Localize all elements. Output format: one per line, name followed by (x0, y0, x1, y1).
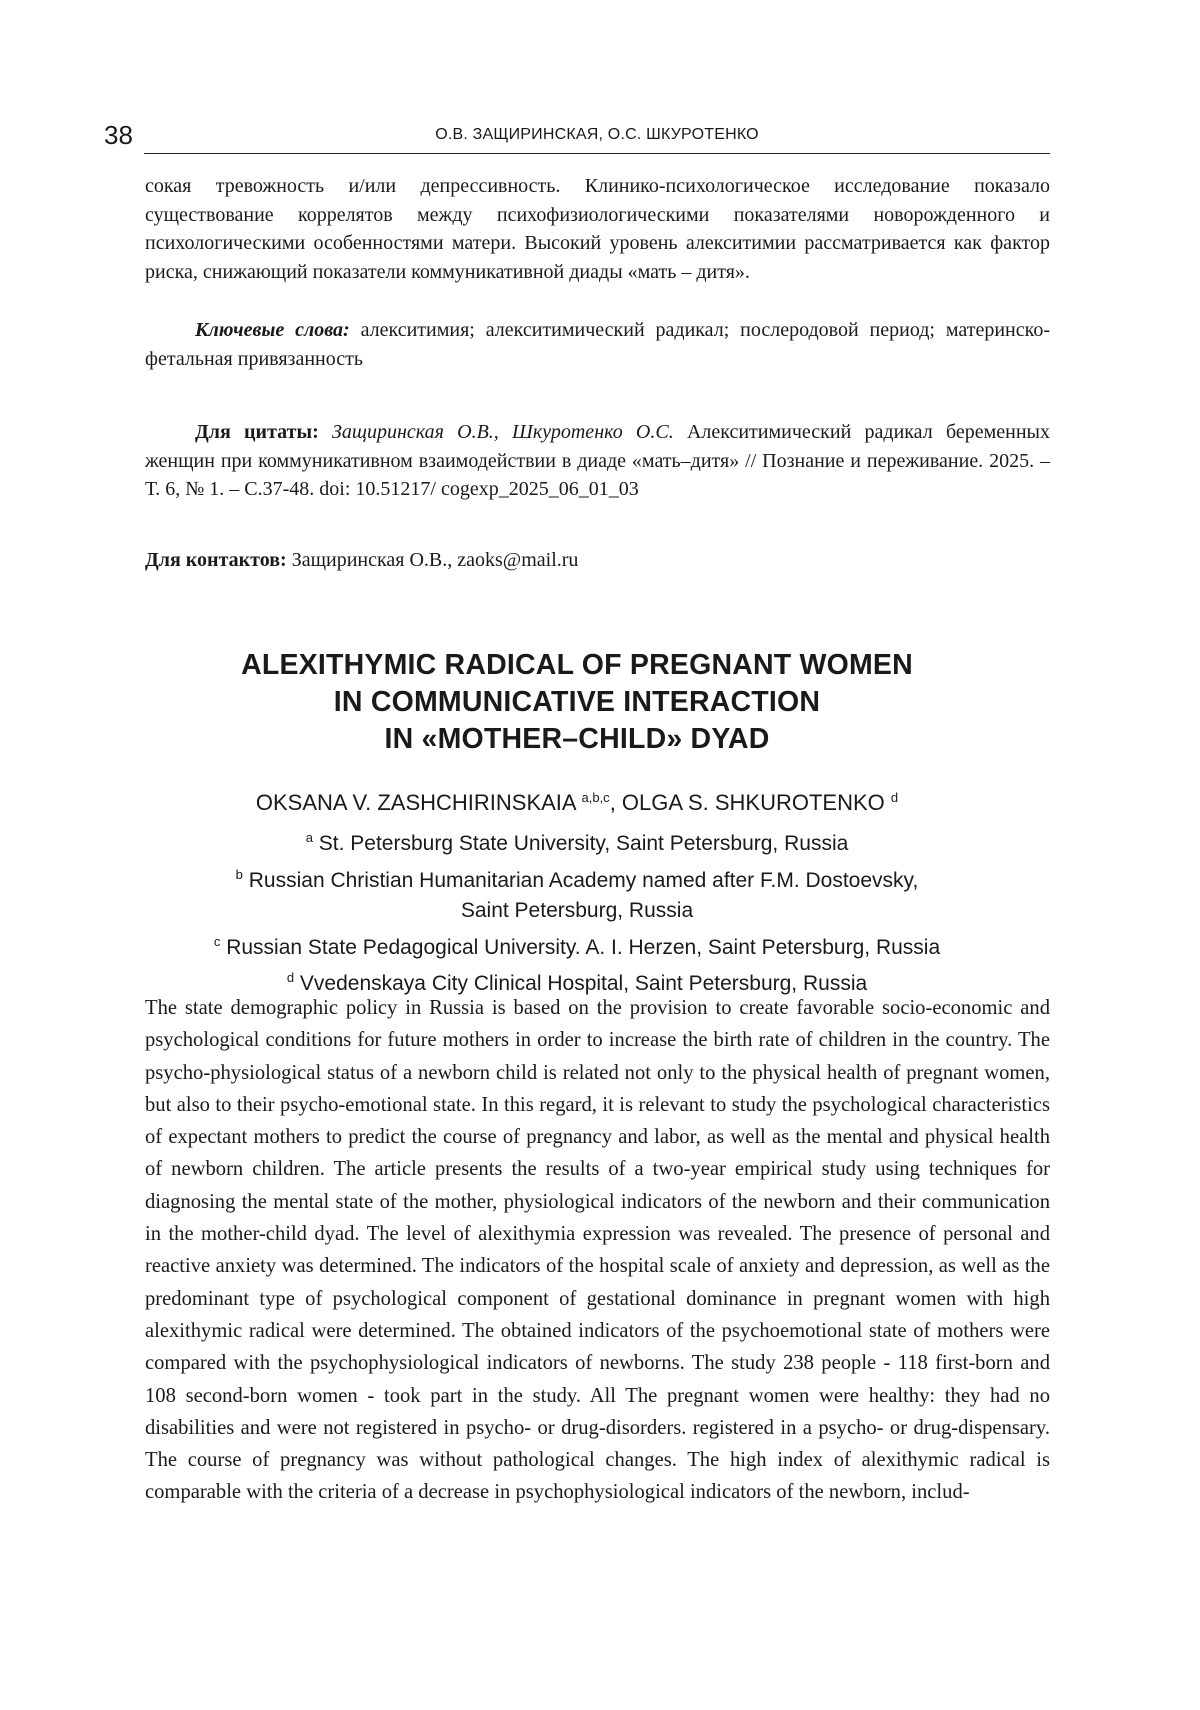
contacts-label: Для контактов: (145, 549, 287, 571)
abstract-ru-text: сокая тревожность и/или депрессивность. Клинико-психологическое исследование показало существование коррелятов между психофизиологическими показателями новорожденного и психологическими особенностями матери. Высокий уровень алекситимии рассматривается как фактор риска, снижающий показатели коммуникативной диады «мать – дитя». (145, 175, 1050, 283)
abstract-ru-continuation (145, 172, 1050, 286)
author-2-name: OLGA S. SHKUROTENKO (621, 790, 885, 815)
keywords-text: алекситимия; алекситимический радикал; послеродовой период; материнско-фетальная привязанность (145, 319, 1050, 370)
title-line-2: IN COMMUNICATIVE INTERACTION (333, 686, 821, 718)
citation-block (145, 418, 1050, 504)
citation-text: Алекситимический радикал беременных женщин при коммуникативном взаимодействии в диаде «мать–дитя» // Познание и переживание. 2025. – Т. 6, № 1. – С.37-48. doi: 10.51217/ cogexp_2025_06_01_03 (145, 421, 1050, 501)
author-1-affil-marks: a,b,c (581, 790, 610, 805)
running-head: О.В. ЗАЩИРИНСКАЯ, О.С. ШКУРОТЕНКО (435, 126, 759, 143)
affiliation-a: $^a$ St. Petersburg State University, Saint Petersburg, Russia (305, 830, 849, 855)
affiliation-b: $^b$ Russian Christian Humanitarian Academy named after F.M. Dostoevsky, (235, 866, 919, 892)
abstract-en (145, 992, 1050, 1509)
title-line-1: ALEXITHYMIC RADICAL OF PREGNANT WOMEN (241, 649, 913, 681)
abstract-en-text: The state demographic policy in Russia is based on the provision to create favorable socio-economic and psychological conditions for future mothers in order to increase the birth rate of children in the country. The psycho-physiological status of a newborn child is related not only to the physical health of pregnant women, but also to their psycho-emotional state. In this regard, it is relevant to study the psychological characteristics of expectant mothers to predict the course of pregnancy and labor, as well as the mental and physical health of newborn children. The article presents the results of a two-year empirical study using techniques for diagnosing the mental state of the mother, physiological indicators of the newborn and their communication in the mother-child dyad. The level of alexithymia expression was revealed. The presence of personal and reactive anxiety was determined. The indicators of the hospital scale of anxiety and depression, as well as the predominant type of psychological component of gestational dominance in pregnant women with high alexithymic radical were determined. The obtained indicators of the psychoemotional state of mothers were compared with the psychophysiological indicators of newborns. The study 238 people - 118 first-born and 108 second-born women - took part in the study. All The pregnant women were healthy: they had no disabilities and were not registered in psycho- or drug-disorders. registered in a psycho- or drug-dispensary. The course of pregnancy was without pathological changes. The high index of alexithymic radical is comparable with the criteria of a decrease in psychophysiological indicators of the newborn, includ- (145, 997, 1050, 1504)
keywords-ru (145, 316, 1050, 373)
page-number: 38 (104, 120, 133, 150)
affiliation-c: $^c$ Russian State Pedagogical University. A. I. Herzen, Saint Petersburg, Russia (213, 933, 941, 959)
english-title (104, 647, 1050, 758)
affiliation-d: $^d$ Vvedenskaya City Clinical Hospital, Saint Petersburg, Russia (286, 970, 868, 995)
citation-label: Для цитаты: (195, 421, 319, 443)
affiliations (104, 823, 1050, 1000)
author-2-affil-marks: d (890, 790, 899, 805)
affiliation-b-cont: Saint Petersburg, Russia (460, 899, 694, 922)
authors-line: OKSANA V. ZASHCHIRINSKAIA $^{a,b,c}$, OLGA S. SHKUROTENKO $^d$ (255, 790, 899, 815)
keywords-label: Ключевые слова: (195, 319, 350, 341)
contacts-text: Защиринская О.В., zaoks@mail.ru (286, 549, 579, 571)
author-1-name: OKSANA V. ZASHCHIRINSKAIA (255, 790, 576, 815)
header-rule (144, 153, 1050, 154)
citation-authors: Защиринская О.В., Шкуротенко О.С. (318, 421, 674, 443)
contacts-block (145, 546, 1050, 575)
title-line-3: IN «MOTHER–CHILD» DYAD (384, 723, 770, 755)
page-header (104, 118, 1050, 158)
